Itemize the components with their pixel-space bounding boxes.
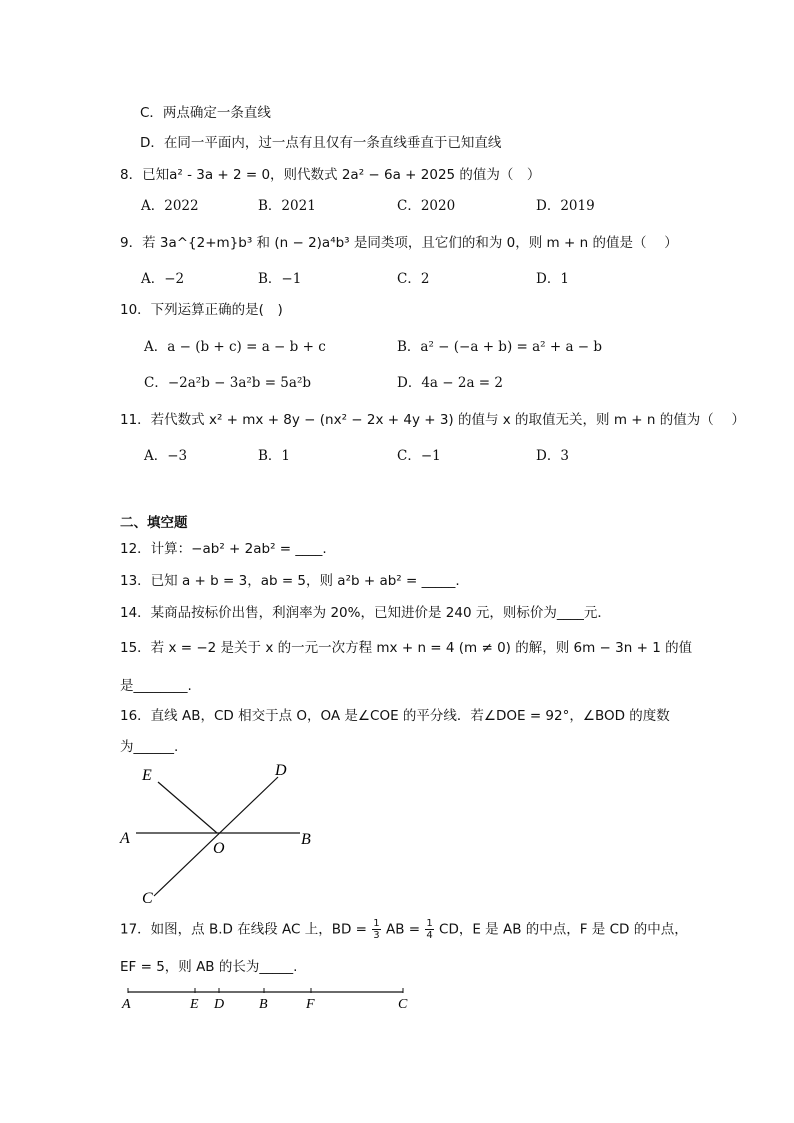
q9-stem: 9．若 3a^{2+m}b³ 和 (n − 2)a⁴b³ 是同类项，且它们的和为 0，则 m + n 的值是（ ）: [120, 235, 678, 251]
q10-option-b: B．a² − (−a + b) = a² + a − b: [397, 339, 603, 355]
fraction-one-third: [372, 918, 380, 941]
point-label-f: F: [306, 997, 315, 1012]
q12-text: 12．计算：−ab² + 2ab² = ____.: [120, 541, 327, 557]
q8-option-a: A．2022: [141, 198, 199, 214]
q16-line1: 16．直线 AB，CD 相交于点 O，OA 是∠COE 的平分线．若∠DOE = 92°，∠BOD 的度数: [120, 708, 670, 724]
q8-stem: 8．已知a² - 3a + 2 = 0，则代数式 2a² − 6a + 2025 的值为（ ）: [120, 167, 541, 183]
point-label-c: C: [398, 997, 408, 1012]
section-title: 二、填空题: [120, 515, 188, 531]
fraction-one-quarter: [425, 918, 433, 941]
point-label-a: A: [122, 997, 131, 1012]
q17-prefix: 17．如图，点 B.D 在线段 AC 上，BD =: [120, 921, 367, 938]
fraction-denominator: 4: [426, 930, 433, 941]
q15-line2: 是________.: [120, 678, 192, 694]
q13-text: 13．已知 a + b = 3，ab = 5，则 a²b + ab² = _____.: [120, 573, 460, 589]
q8-option-c: C．2020: [397, 198, 456, 214]
q14-text: 14．某商品按标价出售，利润率为 20%，已知进价是 240 元，则标价为____元．: [120, 605, 611, 621]
ray-oe: [158, 782, 217, 833]
label-c: C: [142, 890, 153, 906]
q10-option-c: C．−2a²b − 3a²b = 5a²b: [144, 375, 312, 391]
label-a: A: [120, 830, 130, 847]
q17-mid: AB =: [385, 921, 421, 938]
q15-line1: 15．若 x = −2 是关于 x 的一元一次方程 mx + n = 4 (m ≠ 0) 的解，则 6m − 3n + 1 的值: [120, 640, 693, 656]
label-d: D: [275, 762, 287, 779]
q16-intersecting-lines-diagram: [112, 756, 322, 906]
q17-line1: [120, 918, 688, 941]
q7-option-d: D．在同一平面内，过一点有且仅有一条直线垂直于已知直线: [140, 135, 502, 151]
q7-option-c: C．两点确定一条直线: [140, 105, 271, 121]
point-label-d: D: [214, 997, 225, 1012]
q17-line2: EF = 5，则 AB 的长为_____.: [120, 959, 298, 975]
q8-option-b: B．2021: [258, 198, 316, 214]
q8-option-d: D．2019: [536, 198, 595, 214]
q9-option-d: D．1: [536, 271, 569, 287]
point-label-b: B: [259, 997, 268, 1012]
q9-option-a: A．−2: [141, 271, 185, 287]
q17-suffix: CD，E 是 AB 的中点，F 是 CD 的中点，: [439, 921, 688, 938]
q9-option-b: B．−1: [258, 271, 302, 287]
label-o: O: [213, 840, 225, 857]
q10-option-a: A．a − (b + c) = a − b + c: [144, 339, 326, 355]
fraction-numerator: 1: [426, 918, 433, 929]
q17-segment-diagram: [115, 984, 420, 1014]
label-b: B: [301, 831, 311, 848]
q16-line2: 为______.: [120, 739, 179, 755]
fraction-numerator: 1: [373, 918, 380, 929]
label-e: E: [142, 767, 152, 784]
q11-stem: 11．若代数式 x² + mx + 8y − (nx² − 2x + 4y + 3) 的值与 x 的取值无关，则 m + n 的值为（ ）: [120, 412, 746, 428]
point-label-e: E: [190, 997, 199, 1012]
q9-option-c: C．2: [397, 271, 430, 287]
fraction-denominator: 3: [373, 930, 380, 941]
q11-option-c: C．−1: [397, 448, 441, 464]
q10-option-d: D．4a − 2a = 2: [397, 375, 503, 391]
q11-option-a: A．−3: [144, 448, 188, 464]
q11-option-d: D．3: [536, 448, 569, 464]
q10-stem: 10．下列运算正确的是( ): [120, 302, 283, 318]
q11-option-b: B．1: [258, 448, 291, 464]
